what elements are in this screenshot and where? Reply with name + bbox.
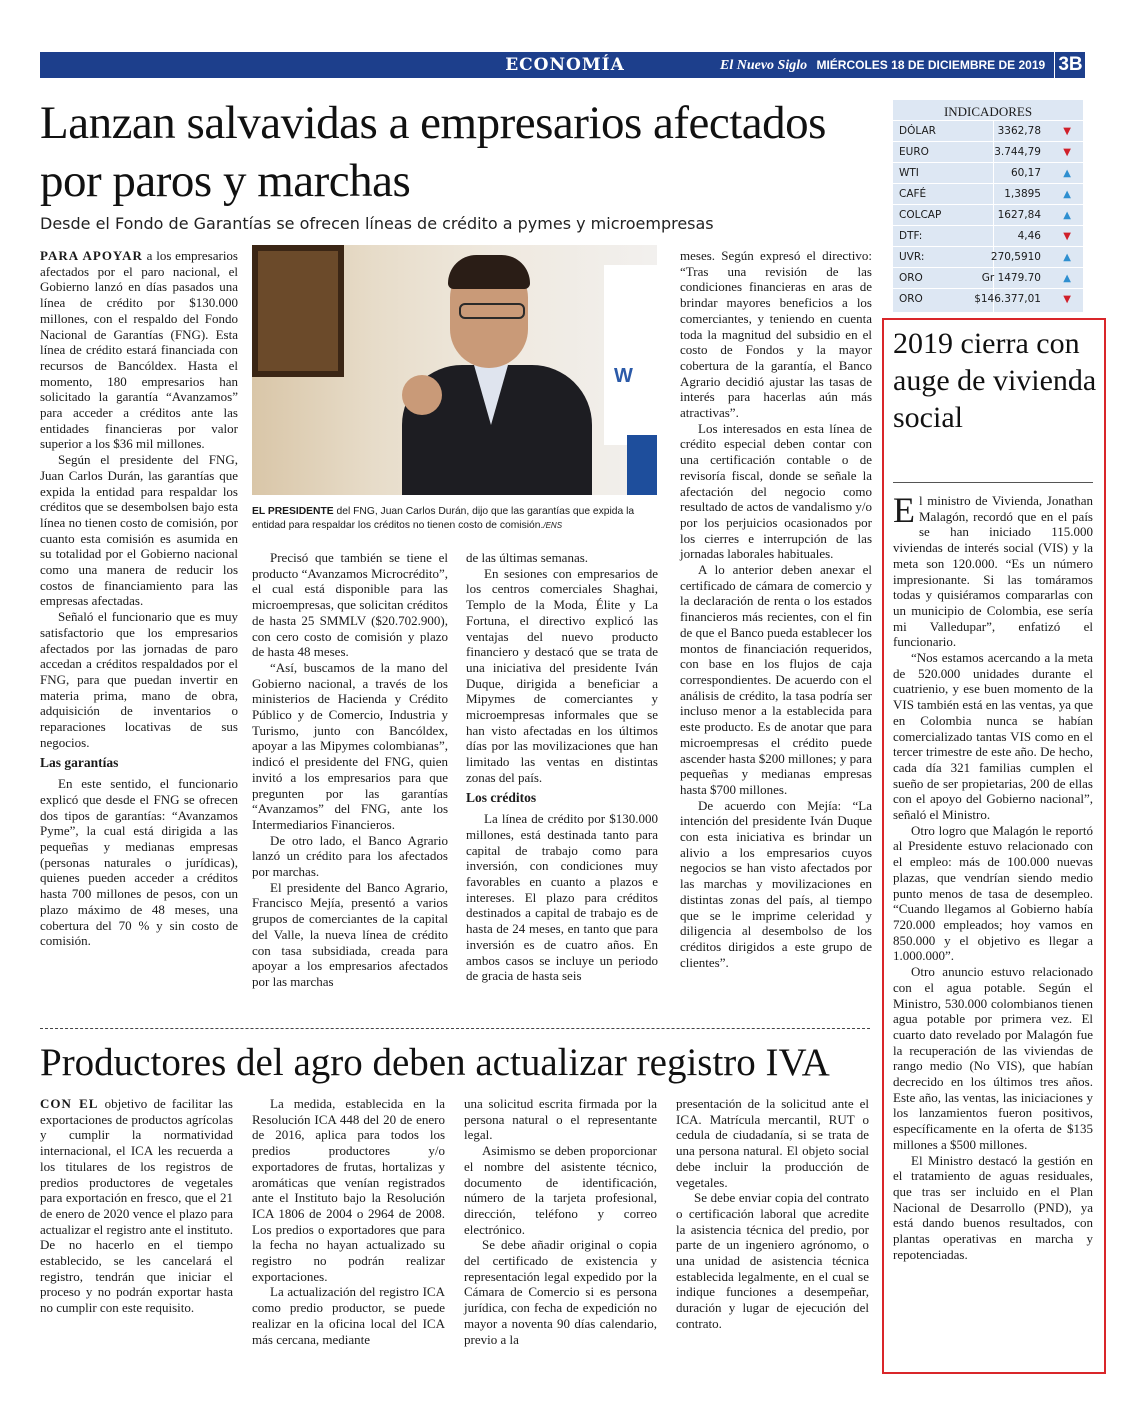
paragraph: l ministro de Vivienda, Jonathan Malagón, recordó que en el país se han iniciado 115.000 viviendas de interés social (VIS) y la meta son 120.000. “Es un número impresionante. Si las tomáramos todas y quisiéramos compararlas con un municipio de Colombia, ese sería mi Valledupar”, enfatizó el funcionario.: [893, 493, 1093, 650]
indicator-row: [893, 120, 1083, 142]
indicator-row: [893, 225, 1083, 247]
speaker-hair: [448, 255, 530, 289]
caption-lead: EL PRESIDENTE: [252, 506, 334, 517]
paragraph: Asimismo se deben proporcionar el nombre del asistente técnico, documento de identificación, número de la tarjeta profesional, dirección, teléfono y correo electrónico.: [464, 1143, 657, 1237]
newspaper-info: [720, 52, 1045, 78]
main-subheadline: Desde el Fondo de Garantías se ofrecen líneas de crédito a pymes y microempresas: [40, 214, 714, 233]
screen-blue-panel: [627, 435, 657, 495]
paragraph: a los empresarios afectados por el paro nacional, el Gobierno lanzó en días pasados una línea de crédito por $130.000 millones, con el respaldo del Fondo Nacional de Garantías (FNG). Esta línea de crédito estará financiada con recursos de Bancóldex. Hasta el momento, 180 empresarios han solicitado la garantía “Avanzamos” para acceder a créditos ante las entidades financieras por valor superior a los $36 mil millones.: [40, 248, 238, 452]
indicator-row: [893, 183, 1083, 205]
paragraph: La línea de crédito por $130.000 millones, está destinada tanto para capital de trabajo como para inversión, con condiciones muy favorables en cuanto a plazos e intereses. El plazo para créditos destinados a capital de trabajo es de hasta de 24 meses, en tanto que para inversión es de cuatro años. En ambos casos se incluye un periodo de gracia de hasta seis: [466, 811, 658, 984]
paragraph: Precisó que también se tiene el producto “Avanzamos Microcrédito”, el cual está disponible para las microempresas, que solicitan créditos de hasta 25 SMMLV ($20.702.900), con cero costo de comisión y plazo de hasta 48 meses.: [252, 550, 448, 660]
indicator-row: [893, 204, 1083, 226]
indicator-name: ORO: [899, 272, 923, 284]
indicator-row: [893, 267, 1083, 289]
caption-text: del FNG, Juan Carlos Durán, dijo que las garantías que expida la entidad para respaldar los créditos no tienen costo de comisión.: [252, 506, 635, 531]
lead-in: CON EL: [40, 1096, 99, 1111]
indicator-name: EURO: [899, 146, 929, 158]
sidebar-article-body: [893, 490, 1093, 1262]
second-headline: Productores del agro deben actualizar registro IVA: [40, 1041, 830, 1084]
indicator-name: DÓLAR: [899, 125, 936, 137]
paragraph: “Nos estamos acercando a la meta de 520.000 unidades durante el cuatrienio, y ese buen momento de la VIS también está en las ventas, ya que en Colombia nunca se habían comercializado tantas VIS como en el tercer trimestre de este año. De hecho, cada día 321 familias cumplen el sueño de ser propietarias, 200 de ellas con el apoyo del Gobierno nacional”, señaló el Ministro.: [893, 650, 1093, 823]
main-headline: Lanzan salvavidas a empresarios afectados por paros y marchas: [40, 97, 826, 207]
paragraph: meses. Según expresó el directivo: “Tras una revisión de las condiciones financieras en aras de brindar mayores beneficios a los comerciantes, y teniendo en cuenta toda la magnitud del subsidio en el costo de Fondos y la mayor cobertura de la garantía, el Banco Agrario decidió ajustar las tasas de interés para hacerlas aún más atractivas”.: [680, 248, 872, 421]
trend-up-icon: ▲: [1063, 252, 1071, 263]
trend-up-icon: ▲: [1063, 210, 1071, 221]
article-divider: [40, 1028, 870, 1029]
indicator-row: [893, 162, 1083, 184]
article-photo: [252, 245, 657, 495]
paragraph: una solicitud escrita firmada por la persona natural o el representante legal.: [464, 1096, 657, 1143]
second-article-column-2: [252, 1096, 445, 1347]
indicator-name: CAFÉ: [899, 188, 927, 200]
paragraph: Otro anuncio estuvo relacionado con el agua potable. Según el Ministro, 530.000 colombianos tienen agua potable por primera vez. El cuarto dato revelado por Malagón fue la recuperación de las viviendas de rango medio (No VIS), que habían decrecido en los últimos tres años. Este año, las ventas, las iniciaciones y los lanzamientos fueron positivos, específicamente en la oferta de $135 millones a $500 millones.: [893, 964, 1093, 1152]
presentation-screen: [604, 265, 657, 445]
paragraph: En este sentido, el funcionario explicó que desde el FNG se ofrecen dos tipos de garantías: “Avanzamos Pyme”, la cual está dirigida a las pequeñas y medianas empresas (personas naturales o jurídicas), quienes pueden acceder a créditos hasta 700 millones de pesos, con un plazo máximo de 48 meses, una cobertura del 70 % y sin costo de comisión.: [40, 776, 238, 949]
trend-up-icon: ▲: [1063, 189, 1071, 200]
sidebar-headline: 2019 cierra con auge de vivienda social: [893, 327, 1097, 434]
paragraph: de las últimas semanas.: [466, 550, 589, 565]
main-article-column-1: [40, 248, 238, 949]
paragraph: presentación de la solicitud ante el ICA. Matrícula mercantil, RUT o cedula de ciudadanía, si se trata de una persona natural. El objeto social debe incluir la producción de vegetales.: [676, 1096, 869, 1190]
page-number: 3B: [1054, 52, 1086, 78]
main-article-column-2: [252, 550, 448, 990]
paragraph: Otro logro que Malagón le reportó al Presidente estuvo relacionado con el empleo: más de 100.000 nuevas plazas, que vendrían siendo medio punto menos de tasa de desempleo. “Cuando llegamos al Gobierno había 720.000 empleados; hoy vamos en 850.000 y el objetivo es llegar a 1.000.000”.: [893, 822, 1093, 964]
indicator-value: 4,46: [1017, 230, 1041, 242]
main-article-column-4: [680, 248, 872, 970]
trend-up-icon: ▲: [1063, 273, 1071, 284]
main-article-column-3: [466, 550, 658, 984]
indicator-value: Gr 1479.70: [981, 272, 1041, 284]
speaker-glasses: [459, 303, 525, 319]
wall-painting: [252, 245, 344, 377]
paragraph: De acuerdo con Mejía: “La intención del presidente Iván Duque con esta iniciativa es brindar un alivio a los empresarios cuyos negocios se han visto afectados por las marchas y movilizaciones en distintas zonas del país, al tiempo que se le imprime celeridad y diligencia al desembolso de los créditos dirigidos a este grupo de clientes”.: [680, 797, 872, 970]
speaker-hand: [402, 375, 442, 415]
screen-logo-text: W: [614, 365, 633, 387]
paragraph: El presidente del Banco Agrario, Francisco Mejía, presentó a varios grupos de comerciantes de la capital del Valle, la nueva línea de crédito con tasa subsidiada, creada para apoyar a los empresarios afectados por las marchas: [252, 879, 448, 989]
paragraph: La medida, establecida en la Resolución ICA 448 del 20 de enero de 2016, aplica para todos los predios productores y/o exportadores de frutas, hortalizas y aromáticas que venían registrados ante el Instituto bajo la Resolución ICA 1806 de 2004 o 2964 de 2008. Los predios o exportadores que para la fecha no hayan actualizado su registro no podrán realizar exportaciones.: [252, 1096, 445, 1284]
paragraph: Se debe enviar copia del contrato o certificación laboral que acredite la asistencia técnica del predio, por parte de un ingeniero agrónomo, o una unidad de asistencia técnica establecida legalmente, en el cual se indique funciones a desempeñar, duración y lugar de ejecución del contrato.: [676, 1190, 869, 1331]
trend-down-icon: ▼: [1063, 126, 1071, 137]
indicator-name: COLCAP: [899, 209, 942, 221]
paragraph: Los interesados en esta línea de crédito especial deben contar con una certificación contable o de revisoría fiscal, donde se señale la afectación del negocio como resultado de actos de vandalismo y/o por los perjuicios ocasionados por los cierres e interrupción de las jornadas laborales habituales.: [680, 420, 872, 562]
indicator-name: UVR:: [899, 251, 925, 263]
indicators-box: [893, 100, 1083, 312]
lead-in: PARA APOYAR: [40, 248, 143, 263]
indicator-name: ORO: [899, 293, 923, 305]
paragraph: En sesiones con empresarios de los centros comerciales Shaghai, Templo de la Moda, Élite y La Fortuna, el directivo explicó las ventajas del nuevo producto financiero y destacó que se trata de una iniciativa del presidente Iván Duque, dirigida a beneficiar a Mipymes de comerciantes y microempresas informales que se han visto afectadas en los últimos días por las movilizaciones que han limitado las ventas en distintas zonas del país.: [466, 565, 658, 785]
second-article-column-4: [676, 1096, 869, 1332]
indicator-row: [893, 141, 1083, 163]
indicator-name: WTI: [899, 167, 919, 179]
second-article-column-1: [40, 1096, 233, 1316]
section-subheading: Las garantías: [40, 754, 119, 770]
drop-cap: E: [893, 490, 915, 530]
trend-down-icon: ▼: [1063, 231, 1071, 242]
photo-credit: /ENS: [543, 520, 563, 530]
indicator-value: 1,3895: [1004, 188, 1041, 200]
sidebar-rule: [893, 482, 1093, 483]
trend-down-icon: ▼: [1063, 294, 1071, 305]
section-subheading: Los créditos: [466, 789, 537, 805]
second-article-column-3: [464, 1096, 657, 1347]
indicator-row: [893, 288, 1083, 310]
indicator-value: $146.377,01: [974, 293, 1041, 305]
newspaper-brand: El Nuevo Siglo: [720, 58, 808, 73]
indicator-value: 1627,84: [997, 209, 1041, 221]
indicator-value: 270,5910: [990, 251, 1041, 263]
paragraph: El Ministro destacó la gestión en el tratamiento de aguas residuales, que tras ser incluido en el Plan Nacional de Desarrollo (PND), ya está dando buenos resultados, con plantas operativas en marcha y repotenciadas.: [893, 1152, 1093, 1262]
indicator-value: 3.744,79: [994, 146, 1041, 158]
indicators-title: INDICADORES: [943, 104, 1033, 119]
paragraph: De otro lado, el Banco Agrario lanzó un crédito para los afectados por marchas.: [252, 832, 448, 880]
paragraph: La actualización del registro ICA como predio productor, se puede realizar en la oficina local del ICA más cercana, mediante: [252, 1284, 445, 1347]
paragraph: Se debe añadir original o copia del certificado de existencia y representación legal expedido por la Cámara de Comercio si es persona jurídica, con fecha de expedición no mayor a noventa 90 días calendario, previo a la: [464, 1237, 657, 1347]
paragraph: objetivo de facilitar las exportaciones de productos agrícolas y cumplir la normatividad internacional, el ICA les recuerda a los titulares de los registros de predios productores de vegetales para exportación en fresco, que el 21 de enero de 2020 vence el plazo para actualizar el registro ante el instituto. De no hacerlo en el tiempo establecido, se les cancelará el registro, tendrán que iniciar el proceso y no podrán exportar hasta no cumplir con este requisito.: [40, 1096, 233, 1316]
indicator-value: 60,17: [1010, 167, 1041, 179]
paragraph: Según el presidente del FNG, Juan Carlos Durán, las garantías que expida la entidad para respaldar los créditos que se desembolsen bajo esta línea no tienen costo de comisión, por cuanto esta comisión es asumida en su totalidad por el Gobierno nacional como una manera de reducir los costos de financiamiento para las empresas afectadas.: [40, 452, 238, 609]
paragraph: “Así, buscamos de la mano del Gobierno nacional, a través de los ministerios de Hacienda y Crédito Público y de Comercio, Industria y Turismo, junto con Bancóldex, apoyar a las Mipymes colombianas”, indicó el presidente del FNG, quien invitó a los empresarios para que pregunten por las garantías “Avanzamos” del FNG, ante los Intermediarios Financieros.: [252, 659, 448, 832]
paragraph: A lo anterior deben anexar el certificado de cámara de comercio y la declaración de renta o los estados financieros más recientes, con el fin de que el Banco pueda establecer los montos de financiación requeridos, con base en los flujos de caja correspondientes. De acuerdo con el análisis de crédito, la tasa podría ser incluso menor a la establecida para este producto. Es de anotar que para microempresas el crédito puede ascender hasta $200 millones; y para pequeñas y medianas empresas hasta $700 millones.: [680, 562, 872, 797]
indicator-value: 3362,78: [997, 125, 1041, 137]
paragraph: Señaló el funcionario que es muy satisfactorio que los empresarios afectados por las jornadas de paro accedan a créditos respaldados por el FNG, para que puedan invertir en materia prima, mano de obra, adquisición de inventarios o reparaciones locativas de sus negocios.: [40, 609, 238, 750]
issue-date: MIÉRCOLES 18 DE DICIEMBRE DE 2019: [816, 58, 1046, 72]
section-name: ECONOMÍA: [505, 55, 625, 75]
photo-caption: [252, 505, 657, 532]
indicator-row: [893, 246, 1083, 268]
trend-down-icon: ▼: [1063, 147, 1071, 158]
indicator-name: DTF:: [899, 230, 923, 242]
trend-up-icon: ▲: [1063, 168, 1071, 179]
